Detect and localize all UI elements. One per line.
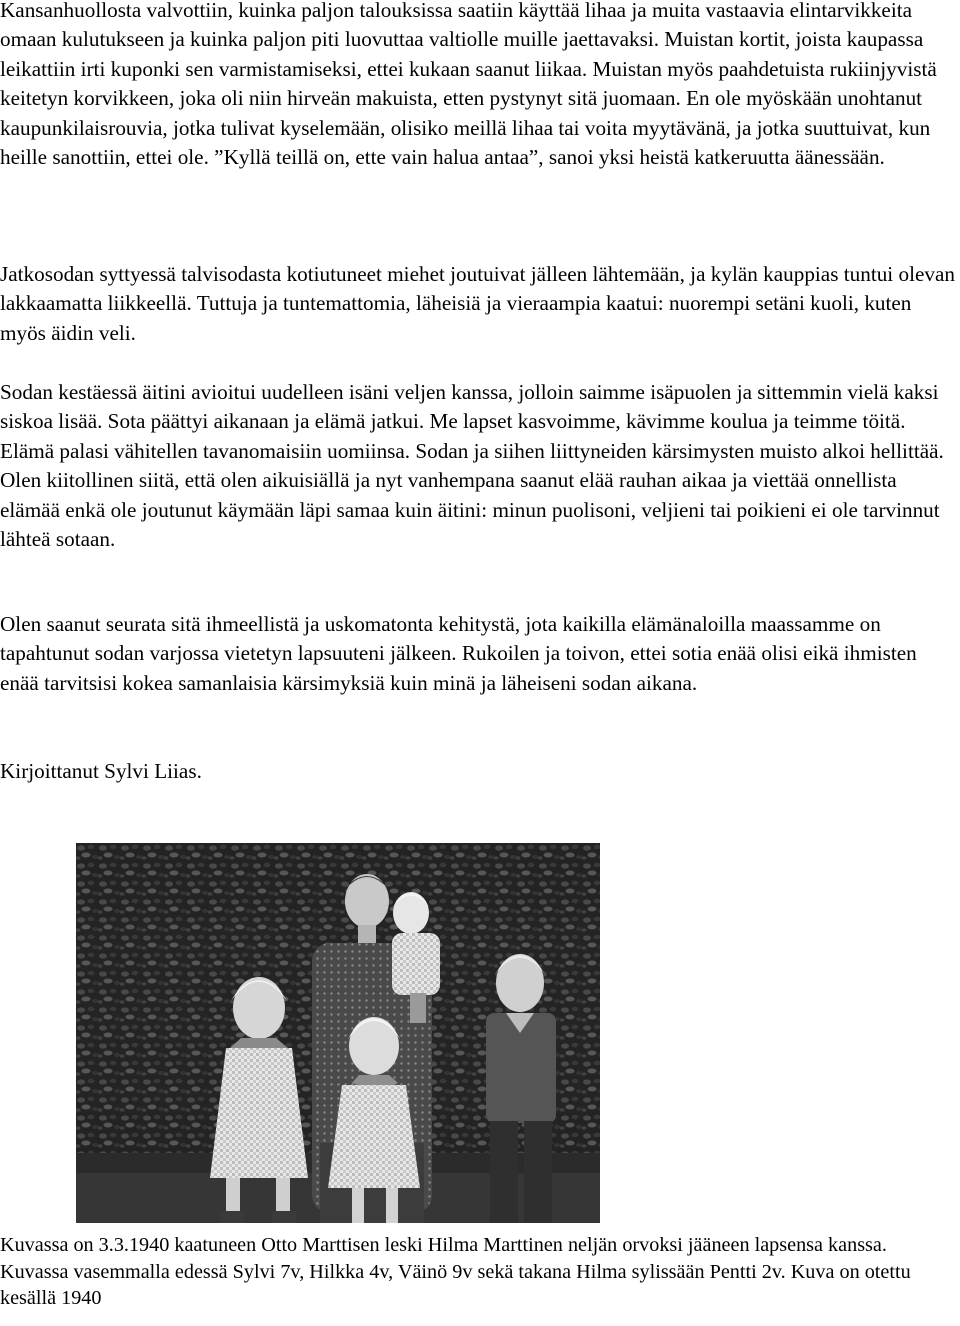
paragraph-rationing: Kansanhuollosta valvottiin, kuinka paljon talouksissa saatiin käyttää lihaa ja muita vastaavia elintarvikkeita omaan kulutukseen ja kuinka paljon piti luovuttaa valtiolle muille jaettavaksi. Muistan kortit, joista kaupassa leikattiin irti kuponki sen varmistamiseksi, ettei kukaan saanut liikaa. Muistan myös paahdetuista rukiinjyvistä keitetyn korvikkeen, joka oli niin hirveän makuista, etten pystynyt sitä juomaan. En ole myöskään unohtanut kaupunkilaisrouvia, jotka tulivat kyselemään, olisiko meillä lihaa tai voita myytävänä, ja jotka suuttuivat, kun heille sanottiin, ettei ole. ”Kyllä teillä on, ette vain halua antaa”, sanoi yksi heistä katkeruutta äänessään.	[0, 0, 937, 170]
photo-caption: Kuvassa on 3.3.1940 kaatuneen Otto Marttisen leski Hilma Marttinen neljän orvoksi jääneen lapsensa kanssa. Kuvassa vasemmalla edessä Sylvi 7v, Hilkka 4v, Väinö 9v sekä takana Hilma sylissään Pentti 2v. Kuva on otettu kesällä 1940	[0, 1234, 911, 1310]
photograph-illustration	[76, 843, 600, 1223]
paragraph-development: Olen saanut seurata sitä ihmeellistä ja uskomatonta kehitystä, jota kaikilla elämänaloilla maassamme on tapahtunut sodan varjossa vietetyn lapsuuteni jälkeen. Rukoilen ja toivon, ettei sotia enää olisi eikä ihmisten enää tarvitsisi kokea samanlaisia kärsimyksiä kuin minä ja läheiseni sodan aikana.	[0, 612, 917, 695]
family-photograph	[76, 843, 600, 1223]
author-signature: Kirjoittanut Sylvi Liias.	[0, 759, 202, 783]
paragraph-after-war: Sodan kestäessä äitini avioitui uudelleen isäni veljen kanssa, jolloin saimme isäpuolen ja sittemmin vielä kaksi siskoa lisää. Sota päättyi aikanaan ja elämä jatkui. Me lapset kasvoimme, kävimme koulua ja teimme töitä. Elämä palasi vähitellen tavanomaisiin uomiinsa. Sodan ja siihen liittyneiden kärsimysten muisto alkoi hellittää. Olen kiitollinen siitä, että olen aikuisiällä ja nyt vanhempana saanut elää rauhan aikaa ja viettää onnellista elämää enkä ole joutunut käymään läpi samaa kuin äitini: minun puolisoni, veljieni tai poikieni ei ole tarvinnut lähteä sotaan.	[0, 380, 944, 552]
paragraph-continuation-war: Jatkosodan syttyessä talvisodasta kotiutuneet miehet joutuivat jälleen lähtemään, ja kylän kauppias tuntui olevan lakkaamatta liikkeellä. Tuttuja ja tuntemattomia, läheisiä ja vieraampia kaatui: nuorempi setäni kuoli, kuten myös äidin veli.	[0, 262, 955, 345]
